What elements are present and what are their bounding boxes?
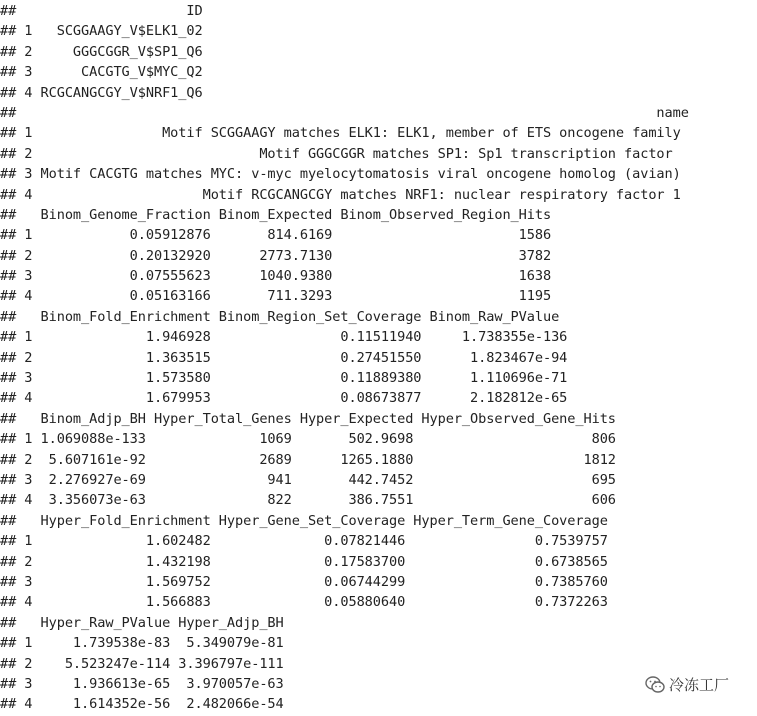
console-line: ## 1 1.069088e-133 1069 502.9698 806 [0, 431, 616, 448]
console-line: ## 2 1.432198 0.17583700 0.6738565 [0, 553, 608, 570]
console-line: ## 4 Motif RCGCANGCGY matches NRF1: nuclear respiratory factor 1 [0, 186, 681, 203]
console-line: ## Binom_Genome_Fraction Binom_Expected Binom_Observed_Region_Hits [0, 206, 552, 223]
console-line: ## ID [0, 3, 203, 19]
console-line: ## name [0, 104, 689, 121]
console-line: ## 3 CACGTG_V$MYC_Q2 [0, 64, 203, 81]
console-line: ## 2 Motif GGGCGGR matches SP1: Sp1 transcription factor [0, 145, 673, 162]
console-line: ## 3 0.07555623 1040.9380 1638 [0, 268, 552, 285]
console-line: ## 1 1.739538e-83 5.349079e-81 [0, 635, 284, 652]
console-line: ## 2 0.20132920 2773.7130 3782 [0, 247, 552, 264]
console-line: ## 3 Motif CACGTG matches MYC: v-myc myelocytomatosis viral oncogene homolog (avian) [0, 166, 681, 183]
console-line: ## 1 Motif SCGGAAGY matches ELK1: ELK1, member of ETS oncogene family [0, 125, 681, 142]
console-line: ## Hyper_Fold_Enrichment Hyper_Gene_Set_Coverage Hyper_Term_Gene_Coverage [0, 512, 608, 529]
console-line: ## 3 2.276927e-69 941 442.7452 695 [0, 471, 616, 488]
console-line: ## 4 1.614352e-56 2.482066e-54 [0, 696, 284, 713]
console-line: ## 4 0.05163166 711.3293 1195 [0, 288, 552, 305]
watermark [641, 672, 735, 697]
console-line: ## 2 GGGCGGR_V$SP1_Q6 [0, 43, 203, 60]
console-line: ## Hyper_Raw_PValue Hyper_Adjp_BH [0, 614, 284, 631]
console-line: ## 1 0.05912876 814.6169 1586 [0, 227, 552, 244]
console-line: ## Binom_Fold_Enrichment Binom_Region_Set_Coverage Binom_Raw_PValue [0, 308, 560, 325]
console-output [0, 1, 689, 715]
console-line: ## 4 1.566883 0.05880640 0.7372263 [0, 594, 608, 611]
console-line: ## 3 1.569752 0.06744299 0.7385760 [0, 573, 608, 590]
console-line: ## 1 SCGGAAGY_V$ELK1_02 [0, 23, 203, 40]
console-line: ## 3 1.936613e-65 3.970057e-63 [0, 675, 284, 692]
console-line: ## 4 3.356073e-63 822 386.7551 606 [0, 492, 616, 509]
console-line: ## 3 1.573580 0.11889380 1.110696e-71 [0, 370, 568, 387]
console-line: ## 4 1.679953 0.08673877 2.182812e-65 [0, 390, 568, 407]
console-line: ## 2 1.363515 0.27451550 1.823467e-94 [0, 349, 568, 366]
watermark-text: 冷冻工厂 [668, 676, 729, 694]
console-line: ## 1 1.946928 0.11511940 1.738355e-136 [0, 329, 568, 346]
console-line: ## 1 1.602482 0.07821446 0.7539757 [0, 533, 608, 550]
console-line: ## 4 RCGCANGCGY_V$NRF1_Q6 [0, 84, 203, 101]
console-line: ## 2 5.607161e-92 2689 1265.1880 1812 [0, 451, 616, 468]
console-line: ## Binom_Adjp_BH Hyper_Total_Genes Hyper_Expected Hyper_Observed_Gene_Hits [0, 410, 616, 427]
wechat-icon [645, 676, 665, 694]
console-line: ## 2 5.523247e-114 3.396797e-111 [0, 655, 284, 672]
